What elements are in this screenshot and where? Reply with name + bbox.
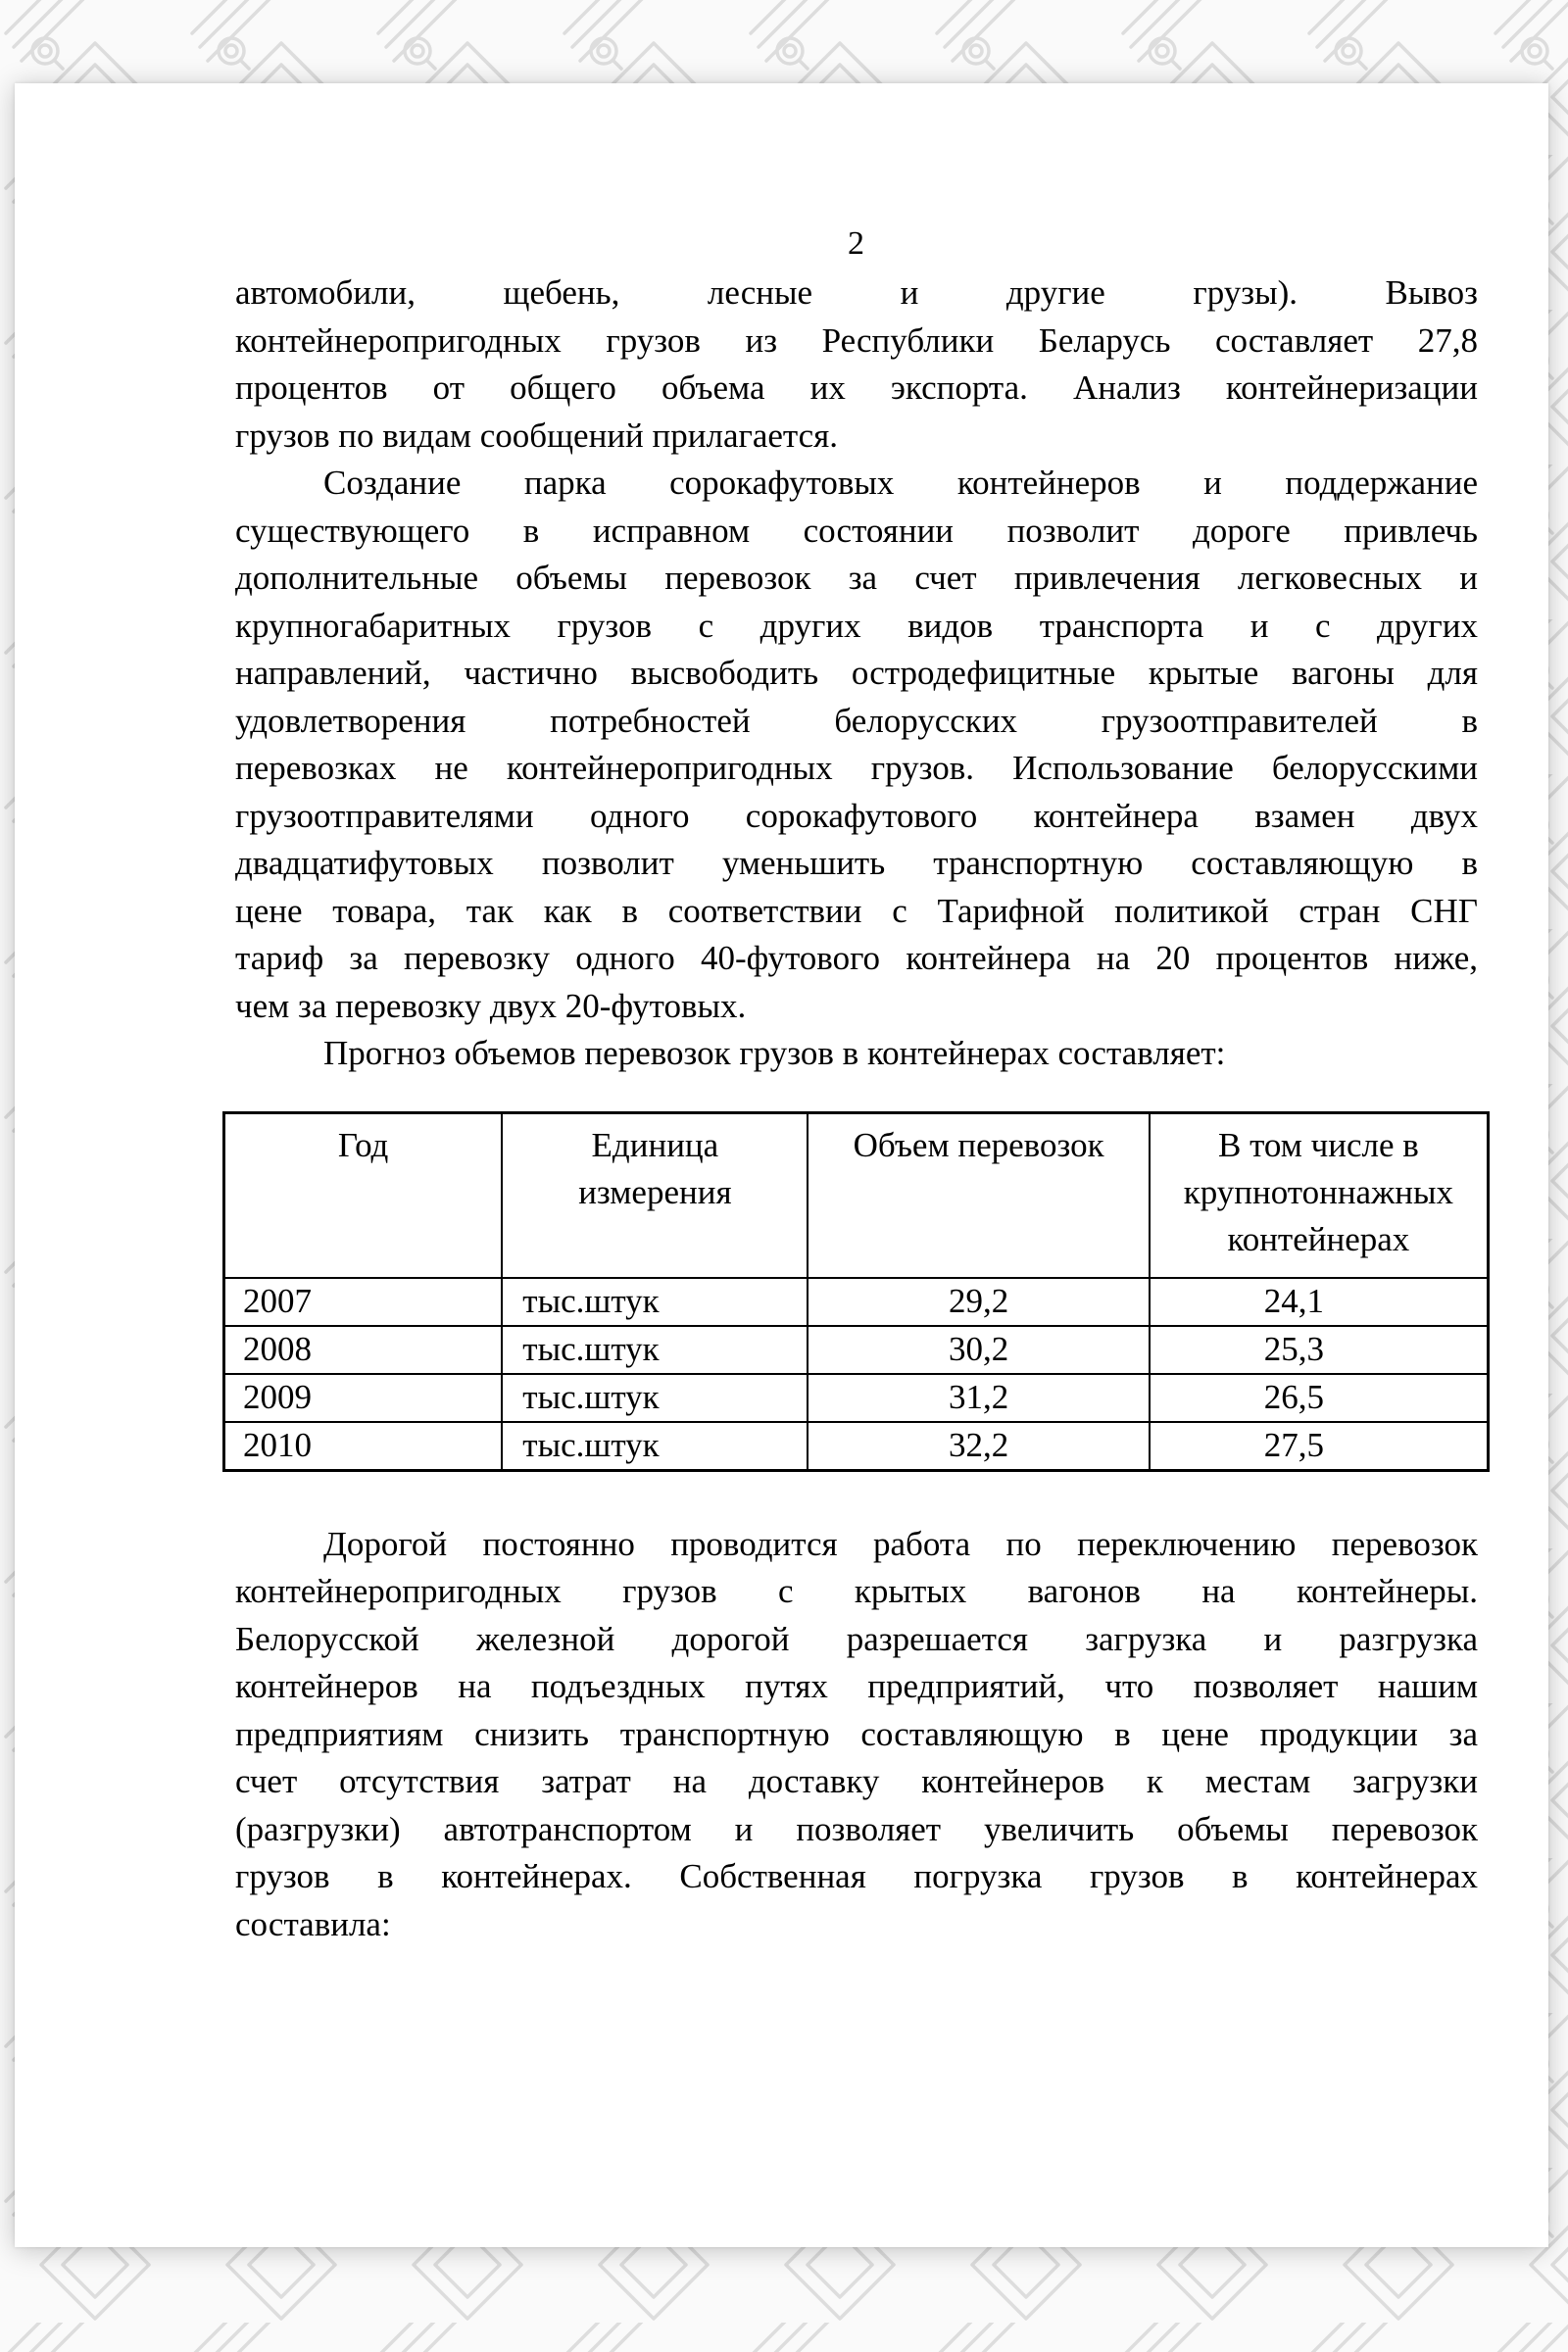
- text-line: Белорусской железной дорогой разрешается загрузка и разгрузка: [235, 1619, 1478, 1658]
- table-header-row: [224, 1112, 1489, 1278]
- table-header-cell: В том числе в крупнотоннажных контейнерах: [1150, 1112, 1489, 1278]
- text-line: чем за перевозку двух 20-футовых.: [235, 986, 747, 1025]
- text-line: предприятиям снизить транспортную составляющую в цене продукции за: [235, 1714, 1478, 1753]
- table-row: [224, 1422, 1489, 1471]
- document-page: [15, 83, 1548, 2247]
- table-cell: тыс.штук: [502, 1326, 808, 1374]
- table-header-cell: Объем перевозок: [808, 1112, 1149, 1278]
- table-row: [224, 1326, 1489, 1374]
- table-cell: 2007: [224, 1278, 503, 1326]
- text-line: процентов от общего объема их экспорта. Анализ контейнеризации: [235, 368, 1478, 407]
- table-cell: 2008: [224, 1326, 503, 1374]
- table-cell: 24,1: [1150, 1278, 1489, 1326]
- text-line: контейнеропригодных грузов с крытых вагонов на контейнеры.: [235, 1572, 1478, 1610]
- table-cell: 29,2: [808, 1278, 1149, 1326]
- table-cell: 2009: [224, 1374, 503, 1422]
- text-line: Создание парка сорокафутовых контейнеров и поддержание: [323, 464, 1478, 502]
- paragraphs-before-table: [222, 270, 1490, 1078]
- text-line: дополнительные объемы перевозок за счет привлечения легковесных и: [235, 559, 1478, 597]
- text-line: грузов в контейнерах. Собственная погрузка грузов в контейнерах: [235, 1857, 1478, 1895]
- table-cell: 27,5: [1150, 1422, 1489, 1471]
- table-row: [224, 1374, 1489, 1422]
- table-header-cell: Единица измерения: [502, 1112, 808, 1278]
- text-line: контейнеров на подъездных путях предприятий, что позволяет нашим: [235, 1667, 1478, 1705]
- table-cell: тыс.штук: [502, 1374, 808, 1422]
- text-line: грузов по видам сообщений прилагается.: [235, 416, 839, 455]
- document-content: [222, 220, 1490, 1948]
- paragraph: [222, 270, 1490, 460]
- text-line: контейнеропригодных грузов из Республики Беларусь составляет 27,8: [235, 320, 1478, 360]
- text-line: удовлетворения потребностей белорусских грузоотправителей в: [235, 701, 1478, 740]
- table-cell: 32,2: [808, 1422, 1149, 1471]
- text-line: автомобили, щебень, лесные и другие грузы). Вывоз: [235, 273, 1478, 312]
- text-line: (разгрузки) автотранспортом и позволяет увеличить объемы перевозок: [235, 1809, 1478, 1848]
- table-row: [224, 1278, 1489, 1326]
- text-line: Дорогой постоянно проводится работа по переключению перевозок: [323, 1524, 1478, 1563]
- table-header-cell: Год: [224, 1112, 503, 1278]
- table-cell: 26,5: [1150, 1374, 1489, 1422]
- table-cell: 30,2: [808, 1326, 1149, 1374]
- table-cell: 31,2: [808, 1374, 1149, 1422]
- text-line: крупногабаритных грузов с других видов транспорта и с других: [235, 606, 1478, 645]
- forecast-table: [222, 1111, 1490, 1472]
- table-cell: 2010: [224, 1422, 503, 1471]
- text-line: Прогноз объемов перевозок грузов в контейнерах составляет:: [323, 1034, 1226, 1072]
- text-line: грузоотправителями одного сорокафутового контейнера взамен двух: [235, 796, 1478, 835]
- table-cell: тыс.штук: [502, 1422, 808, 1471]
- paragraph: [222, 1030, 1490, 1078]
- text-line: составила:: [235, 1904, 391, 1943]
- text-line: направлений, частично высвободить остродефицитные крытые вагоны для: [235, 654, 1478, 692]
- paragraphs-after-table: [222, 1521, 1490, 1949]
- text-line: перевозках не контейнеропригодных грузов. Использование белорусскими: [235, 749, 1478, 787]
- paragraph: [222, 460, 1490, 1030]
- text-line: счет отсутствия затрат на доставку контейнеров к местам загрузки: [235, 1762, 1478, 1800]
- table-cell: 25,3: [1150, 1326, 1489, 1374]
- table-cell: тыс.штук: [502, 1278, 808, 1326]
- paragraph: [222, 1521, 1490, 1949]
- text-line: цене товара, так как в соответствии с Тарифной политикой стран СНГ: [235, 891, 1478, 930]
- text-line: двадцатифутовых позволит уменьшить транспортную составляющую в: [235, 844, 1478, 882]
- text-line: существующего в исправном состоянии позволит дороге привлечь: [235, 511, 1478, 550]
- text-line: тариф за перевозку одного 40-футового контейнера на 20 процентов ниже,: [235, 939, 1478, 977]
- page-number: 2: [848, 225, 864, 262]
